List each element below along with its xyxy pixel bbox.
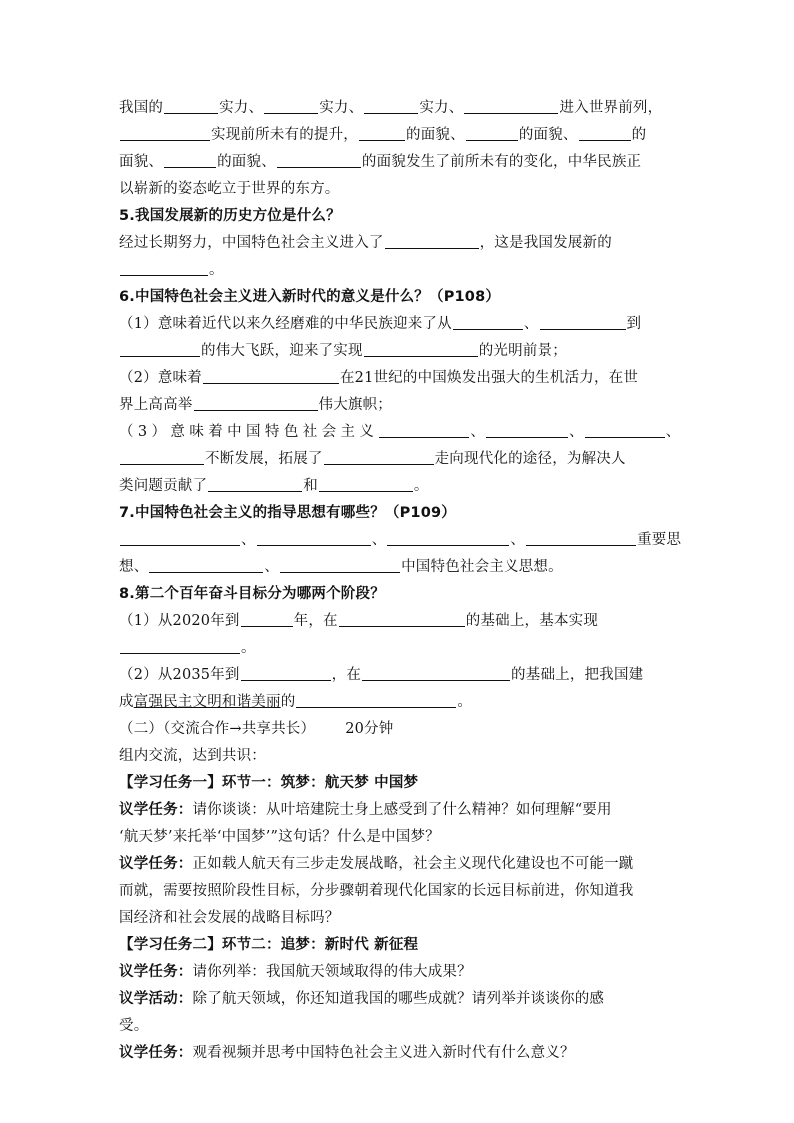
text: 的光明前景； <box>478 343 567 359</box>
fill-blank[interactable] <box>120 258 208 276</box>
fill-blank[interactable] <box>324 447 434 465</box>
fill-blank[interactable] <box>120 123 210 141</box>
question-5: 5.我国发展新的历史方位是什么？ <box>119 208 341 224</box>
fill-blank[interactable] <box>579 123 631 141</box>
fill-blank[interactable] <box>379 420 469 438</box>
text: 实力、 <box>219 100 264 116</box>
text-line <box>119 662 679 689</box>
text-line <box>119 365 679 392</box>
text-line <box>119 689 679 716</box>
text: 类问题贡献了 <box>119 478 208 494</box>
text: 实力、 <box>419 100 464 116</box>
section-heading <box>119 716 679 743</box>
text-line <box>119 95 679 122</box>
fill-blank[interactable] <box>359 123 405 141</box>
text: 界上高高举 <box>119 397 193 413</box>
fill-blank[interactable] <box>194 393 318 411</box>
text-line <box>119 797 679 824</box>
underlined-text: 富强民主文明和谐美丽 <box>133 694 281 710</box>
fill-blank[interactable] <box>149 555 263 573</box>
text-line: ‘航天梦’来托举‘中国梦’”这句话？什么是中国梦？ <box>119 829 440 845</box>
text: （1）意味着近代以来久经磨难的中华民族迎来了从 <box>119 316 452 332</box>
fill-blank[interactable] <box>364 339 478 357</box>
text: （3）意味着中国特色社会主义 <box>119 424 379 440</box>
text: ，在 <box>331 667 362 683</box>
text-line <box>119 230 679 257</box>
text-line: 受。 <box>119 1018 149 1034</box>
text: 的基础上，基本实现 <box>465 613 599 629</box>
fill-blank[interactable] <box>387 528 509 546</box>
text: 实现前所未有的提升， <box>211 127 358 143</box>
fill-blank[interactable] <box>164 150 216 168</box>
text-line <box>119 851 679 878</box>
text: 到 <box>626 316 642 332</box>
fill-blank[interactable] <box>120 339 200 357</box>
text: 伟大旗帜； <box>318 397 392 413</box>
task-label: 议学任务： <box>119 856 193 872</box>
text-line <box>119 392 679 419</box>
fill-blank[interactable] <box>120 528 240 546</box>
text-line <box>119 608 679 635</box>
text: 请你谈谈：从叶培建院士身上感受到了什么精神？如何理解“要用 <box>192 802 612 818</box>
text: （1）从2020年到 <box>119 613 240 629</box>
text: 请你列举：我国航天领域取得的伟大成果？ <box>192 964 472 980</box>
text: 。 <box>241 640 256 656</box>
text-line <box>119 122 679 149</box>
text-line <box>119 1040 679 1067</box>
text: 、 <box>665 424 681 440</box>
text: 的伟大飞跃，迎来了实现 <box>201 343 363 359</box>
text: 不断发展，拓展了 <box>205 451 323 467</box>
text: 、 <box>264 559 280 575</box>
fill-blank[interactable] <box>486 420 568 438</box>
text: 观看视频并思考中国特色社会主义进入新时代有什么意义？ <box>192 1045 575 1061</box>
fill-blank[interactable] <box>208 474 302 492</box>
question-7: 7.中国特色社会主义的指导思想有哪些？（P109） <box>119 505 456 521</box>
text: 年，在 <box>293 613 338 629</box>
text: 中国特色社会主义思想。 <box>401 559 563 575</box>
fill-blank[interactable] <box>241 663 331 681</box>
text: 走向现代化的途径，为解决人 <box>434 451 626 467</box>
text-line <box>119 149 679 176</box>
text: 的面貌、 <box>518 127 578 143</box>
fill-blank[interactable] <box>385 231 479 249</box>
text: 我国的 <box>119 100 164 116</box>
task-heading-1: 【学习任务一】环节一：筑梦：航天梦 中国梦 <box>119 775 419 791</box>
text-line <box>119 986 679 1013</box>
text-line: 以崭新的姿态屹立于世界的东方。 <box>119 181 340 197</box>
fill-blank[interactable] <box>362 663 510 681</box>
text: ，这是我国发展新的 <box>479 235 612 251</box>
text: 、 <box>523 316 539 332</box>
text: 的面貌、 <box>406 127 465 143</box>
text: 的 <box>280 694 296 710</box>
fill-blank[interactable] <box>257 528 371 546</box>
text: 实力、 <box>319 100 364 116</box>
text: 的面貌发生了前所未有的变化，中华民族正 <box>361 154 642 170</box>
fill-blank[interactable] <box>540 312 626 330</box>
fill-blank[interactable] <box>264 96 318 114</box>
fill-blank[interactable] <box>585 420 665 438</box>
text: 想、 <box>119 559 149 575</box>
fill-blank[interactable] <box>203 366 339 384</box>
text: 、 <box>569 424 584 440</box>
fill-blank[interactable] <box>164 96 218 114</box>
text-line <box>119 635 679 662</box>
text: 、 <box>371 532 387 548</box>
text: 、 <box>510 532 526 548</box>
text-line: 而就，需要按照阶段性目标，分步骤朝着现代化国家的长远目标前进，你知道我 <box>119 883 634 899</box>
fill-blank[interactable] <box>277 150 361 168</box>
fill-blank[interactable] <box>280 555 400 573</box>
duration: 20分钟 <box>345 721 394 737</box>
task-heading-2: 【学习任务二】环节二：追梦：新时代 新征程 <box>119 937 419 953</box>
text: 。 <box>457 694 473 710</box>
activity-label: 议学活动： <box>119 991 193 1007</box>
text: 的面貌、 <box>217 154 276 170</box>
task-label: 议学任务： <box>119 964 193 980</box>
text: 进入世界前列， <box>559 100 663 116</box>
text: 面貌、 <box>119 154 164 170</box>
fill-blank[interactable] <box>120 636 240 654</box>
text: 在21世纪的中国焕发出强大的生机活力，在世 <box>339 370 639 386</box>
fill-blank[interactable] <box>241 609 293 627</box>
fill-blank[interactable] <box>526 528 636 546</box>
text: 除了航天领域，你还知道我国的哪些成就？请列举并谈谈你的感 <box>192 991 605 1007</box>
text: （2）意味着 <box>119 370 202 386</box>
text: （二）（交流合作→共享共长） <box>119 721 316 737</box>
text-line <box>119 959 679 986</box>
fill-blank[interactable] <box>466 123 518 141</box>
text: 的基础上，把我国建 <box>511 667 644 683</box>
question-6: 6.中国特色社会主义进入新时代的意义是什么？（P108） <box>119 289 501 305</box>
fill-blank[interactable] <box>453 312 523 330</box>
fill-blank[interactable] <box>296 690 456 708</box>
question-8: 8.第二个百年奋斗目标分为哪两个阶段？ <box>119 586 385 602</box>
task-label: 议学任务： <box>119 802 193 818</box>
text-line <box>119 527 682 554</box>
text: 重要思 <box>637 532 682 548</box>
text: 、 <box>241 532 256 548</box>
text-line <box>119 311 679 338</box>
text: 。 <box>413 478 429 494</box>
fill-blank[interactable] <box>339 609 465 627</box>
text-line <box>119 257 679 284</box>
fill-blank[interactable] <box>364 96 418 114</box>
text-line <box>119 473 679 500</box>
text: 、 <box>470 424 486 440</box>
text: 。 <box>209 262 224 278</box>
text-line: 国经济和社会发展的战略目标吗？ <box>119 910 340 926</box>
text: 经过长期努力，中国特色社会主义进入了 <box>119 235 384 251</box>
document-page <box>119 95 682 1067</box>
task-label: 议学任务： <box>119 1045 193 1061</box>
text-line <box>119 446 679 473</box>
fill-blank[interactable] <box>319 474 413 492</box>
text-line <box>119 338 679 365</box>
text: 和 <box>303 478 318 494</box>
text-line <box>119 554 679 581</box>
text: 正如载人航天有三步走发展战略，社会主义现代化建设也不可能一蹴 <box>192 856 634 872</box>
text-line <box>119 419 679 446</box>
fill-blank[interactable] <box>464 96 558 114</box>
text-line: 组内交流，达到共识： <box>119 748 266 764</box>
text: 成 <box>119 694 134 710</box>
fill-blank[interactable] <box>120 447 204 465</box>
text: 的 <box>631 127 647 143</box>
text: （2）从2035年到 <box>119 667 240 683</box>
